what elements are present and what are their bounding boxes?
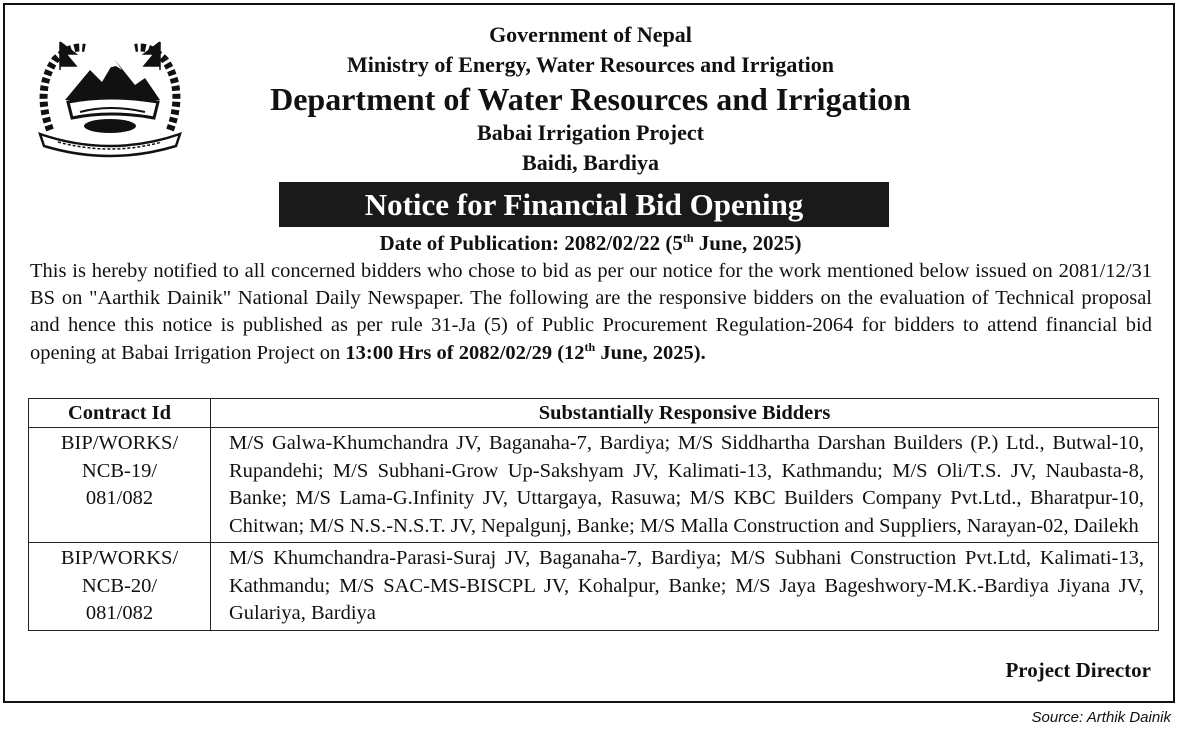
contract-id-cell: BIP/WORKS/ NCB-20/ 081/082 — [29, 543, 211, 631]
project-title: Babai Irrigation Project — [477, 120, 704, 145]
notice-header — [0, 20, 1181, 178]
government-title: Government of Nepal — [489, 22, 692, 47]
notice-title: Notice for Financial Bid Opening — [279, 182, 889, 227]
bidders-table — [28, 398, 1159, 631]
bidders-cell: M/S Galwa-Khumchandra JV, Baganaha-7, Bardiya; M/S Siddhartha Darshan Builders (P.) Ltd., Butwal-10, Rupandehi; M/S Subhani-Grow Up-Sakshyam JV, Kalimati-13, Kathmandu; M/S Oli/T.S. JV, Naubasta-8, Banke; M/S Lama-G.Infinity JV, Uttargaya, Rasuwa; M/S KBC Builders Company Pvt.Ltd., Bharatpur-10, Chitwan; M/S N.S.-N.S.T. JV, Nepalgunj, Banke; M/S Malla Construction and Suppliers, Narayan-02, Dailekh — [211, 428, 1159, 543]
opening-time: 13:00 Hrs of 2082/02/29 (12th June, 2025). — [345, 339, 706, 364]
table-row — [29, 428, 1159, 543]
department-title: Department of Water Resources and Irrigation — [270, 81, 911, 117]
bidders-cell: M/S Khumchandra-Parasi-Suraj JV, Baganaha-7, Bardiya; M/S Subhani Construction Pvt.Ltd, Kalimati-13, Kathmandu; M/S SAC-MS-BISCPL JV, Kohalpur, Banke; M/S Jaya Bageshwory-M.K.-Bardiya Jiyana JV, Gulariya, Bardiya — [211, 543, 1159, 631]
notice-intro: This is hereby notified to all concerned bidders who chose to bid as per our notice for the work mentioned below issued on 2081/12/31 BS on "Aarthik Dainik" National Daily Newspaper. The following are the responsive bidders on the evaluation of Technical proposal and hence this notice is published as per rule 31-Ja (5) of Public Procurement Regulation-2064 for bidders to attend financial bid opening at Babai Irrigation Project on — [30, 260, 1152, 364]
source-credit: Source: Arthik Dainik — [1031, 709, 1171, 726]
notice-body — [30, 258, 1152, 367]
publication-date: Date of Publication: 2082/02/22 (5th June, 2025) — [379, 231, 802, 255]
signature: Project Director — [1005, 658, 1151, 682]
ministry-title: Ministry of Energy, Water Resources and Irrigation — [346, 52, 835, 77]
location-title: Baidi, Bardiya — [522, 150, 659, 175]
contract-id-cell: BIP/WORKS/ NCB-19/ 081/082 — [29, 428, 211, 543]
column-header-bidders: Substantially Responsive Bidders — [211, 399, 1159, 428]
table-row — [29, 543, 1159, 631]
column-header-contract-id: Contract Id — [29, 399, 211, 428]
table-header-row — [29, 399, 1159, 428]
